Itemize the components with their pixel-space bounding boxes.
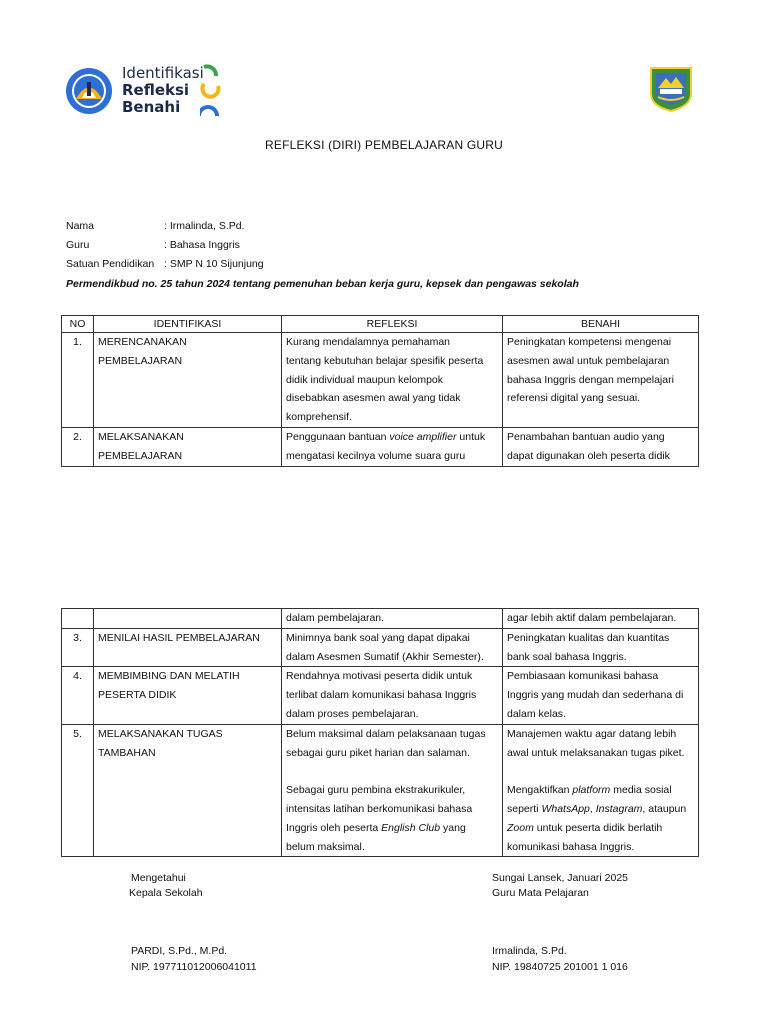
benahi-cell: agar lebih aktif dalam pembelajaran. xyxy=(503,609,699,629)
refleksi-paragraph xyxy=(286,781,498,856)
logo-line-identifikasi: Identifikasi xyxy=(122,64,204,82)
row-number xyxy=(62,609,94,629)
paragraph-gap xyxy=(507,762,694,781)
text-fragment: , ataupun xyxy=(642,802,687,815)
benahi-cell: Pembiasaan komunikasi bahasa Inggris yang mudah dan sederhana di dalam kelas. xyxy=(503,667,699,724)
headmaster-name: PARDI, S.Pd., M.Pd. xyxy=(131,945,228,957)
text-fragment: media sosial seperti xyxy=(507,784,672,815)
italic-term: English Club xyxy=(381,821,441,834)
identifikasi-cell: MELAKSANAKAN PEMBELAJARAN xyxy=(94,427,282,466)
benahi-paragraph xyxy=(507,781,694,856)
row-number: 4. xyxy=(62,667,94,724)
identity-label: Satuan Pendidikan xyxy=(66,258,155,270)
benahi-paragraph: Manajemen waktu agar datang lebih awal untuk melaksanakan tugas piket. xyxy=(507,727,685,759)
text-fragment: Mengaktifkan xyxy=(507,784,573,797)
sign-right-date: Sungai Lansek, Januari 2025 xyxy=(492,872,629,884)
header-identifikasi: IDENTIFIKASI xyxy=(94,316,282,333)
italic-term: Zoom xyxy=(507,821,534,834)
row-number: 2. xyxy=(62,427,94,466)
reflection-table xyxy=(61,315,699,467)
identity-label: Guru xyxy=(66,239,90,251)
identity-value: : Bahasa Inggris xyxy=(164,239,240,251)
logo-line-benahi: Benahi xyxy=(122,98,181,116)
table-header-row xyxy=(62,316,699,333)
refleksi-paragraph: Belum maksimal dalam pelaksanaan tugas sebagai guru piket harian dan salaman. xyxy=(286,727,486,759)
row-number: 1. xyxy=(62,333,94,428)
italic-term: voice amplifier xyxy=(389,430,457,443)
italic-term: platform xyxy=(572,784,611,797)
benahi-cell xyxy=(503,724,699,857)
table-row xyxy=(62,724,699,857)
identifikasi-cell: MELAKSANAKAN TUGAS TAMBAHAN xyxy=(94,724,282,857)
regency-emblem xyxy=(648,64,694,112)
teacher-name: Irmalinda, S.Pd. xyxy=(492,945,567,957)
benahi-cell: Penambahan bantuan audio yang dapat digunakan oleh peserta didik xyxy=(503,427,699,466)
table-row-continuation xyxy=(62,609,699,629)
row-number: 3. xyxy=(62,628,94,667)
refleksi-cell: dalam pembelajaran. xyxy=(282,609,503,629)
sijunjung-crest-icon xyxy=(648,64,694,112)
identifikasi-refleksi-benahi-logo xyxy=(64,64,224,120)
refleksi-cell xyxy=(282,427,503,466)
header-refleksi: REFLEKSI xyxy=(282,316,503,333)
headmaster-nip: NIP. 197711012006041011 xyxy=(131,961,257,973)
regulation-note: Permendikbud no. 25 tahun 2024 tentang pemenuhan beban kerja guru, kepsek dan pengawas sekolah xyxy=(66,278,579,290)
table-row xyxy=(62,427,699,466)
row-number: 5. xyxy=(62,724,94,857)
text-fragment: yang belum maksimal. xyxy=(286,821,466,853)
reflection-table-continued xyxy=(61,608,699,857)
text-fragment: , xyxy=(589,802,596,815)
identifikasi-cell: MEMBIMBING DAN MELATIH PESERTA DIDIK xyxy=(94,667,282,724)
italic-term: WhatsApp xyxy=(541,802,590,815)
table-row xyxy=(62,628,699,667)
page-title: REFLEKSI (DIRI) PEMBELAJARAN GURU xyxy=(265,138,503,152)
table-row xyxy=(62,667,699,724)
identity-value: : Irmalinda, S.Pd. xyxy=(164,220,245,232)
identity-block xyxy=(66,220,366,280)
text-fragment: untuk mengatasi kecilnya volume suara guru xyxy=(286,430,486,462)
refleksi-cell: Rendahnya motivasi peserta didik untuk terlibat dalam komunikasi bahasa Inggris dalam proses pembelajaran. xyxy=(282,667,503,724)
header-benahi: BENAHI xyxy=(503,316,699,333)
tut-wuri-handayani-emblem-icon xyxy=(64,64,114,118)
sign-left-line2: Kepala Sekolah xyxy=(129,887,203,899)
header-no: NO xyxy=(62,316,94,333)
logo-arcs-icon xyxy=(200,64,224,120)
benahi-cell: Peningkatan kompetensi mengenai asesmen awal untuk pembelajaran bahasa Inggris dengan mempelajari referensi digital yang sesuai. xyxy=(503,333,699,428)
identity-value: : SMP N 10 Sijunjung xyxy=(164,258,264,270)
text-fragment: untuk peserta didik berlatih komunikasi bahasa Inggris. xyxy=(507,821,663,853)
refleksi-cell xyxy=(282,724,503,857)
identifikasi-cell: MENILAI HASIL PEMBELAJARAN xyxy=(94,628,282,667)
italic-term: Instagram xyxy=(595,802,643,815)
text-fragment: Penggunaan bantuan xyxy=(286,430,390,443)
logo-line-refleksi: Refleksi xyxy=(122,81,190,99)
identifikasi-cell xyxy=(94,609,282,629)
text-fragment: Sebagai guru pembina ekstrakurikuler, intensitas latihan berkomunikasi bahasa Inggris oleh peserta xyxy=(286,784,473,834)
sign-left-line1: Mengetahui xyxy=(131,872,186,884)
table-row xyxy=(62,333,699,428)
identifikasi-cell: MERENCANAKAN PEMBELAJARAN xyxy=(94,333,282,428)
benahi-cell: Peningkatan kualitas dan kuantitas bank soal bahasa Inggris. xyxy=(503,628,699,667)
refleksi-cell: Minimnya bank soal yang dapat dipakai dalam Asesmen Sumatif (Akhir Semester). xyxy=(282,628,503,667)
refleksi-cell: Kurang mendalamnya pemahaman tentang kebutuhan belajar spesifik peserta didik individual maupun kelompok disebabkan asesmen awal yang tidak komprehensif. xyxy=(282,333,503,428)
teacher-nip: NIP. 19840725 201001 1 016 xyxy=(492,961,628,973)
identity-label: Nama xyxy=(66,220,95,232)
sign-right-role: Guru Mata Pelajaran xyxy=(492,887,589,899)
paragraph-gap xyxy=(286,762,498,781)
